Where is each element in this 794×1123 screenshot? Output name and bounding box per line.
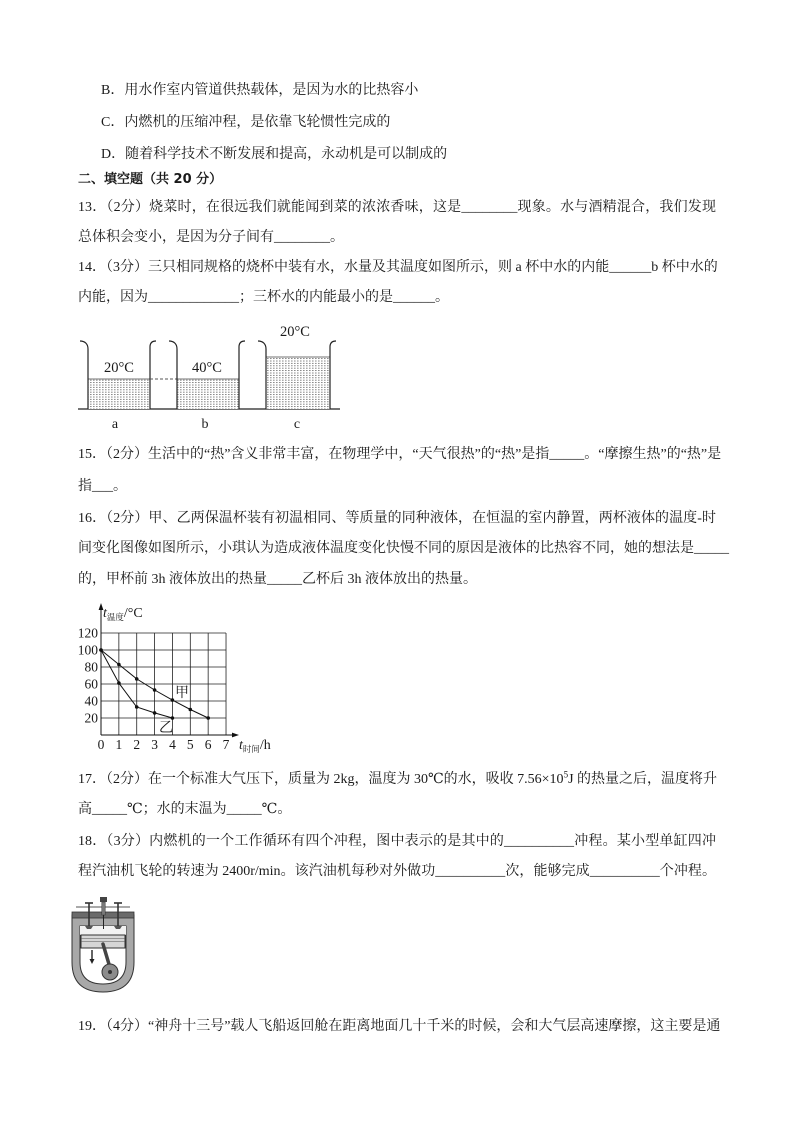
y-axis-title [103,606,143,622]
beaker-c-label: c [293,417,301,432]
beaker-b [169,341,245,432]
data-point [171,698,175,702]
x-axis-subscript: 时间 [242,744,260,754]
x-tick-label: 6 [204,737,212,752]
beaker-figure [70,320,350,435]
y-tick-label: 40 [84,693,98,709]
y-tick-label: 80 [84,659,98,675]
data-point [153,688,157,692]
q19-line-1: 19．（4分）“神舟十三号”载人飞船返回舱在距离地面几十千米的时候，会和大气层高速摩擦，这主要是通 [78,1019,721,1034]
beaker-c-water [266,357,330,409]
q18-line-2: 程汽油机飞轮的转速为 2400r/min。该汽油机每秒对外做功__________次，能够完成__________个冲程。 [78,864,716,879]
q14-line-2: 内能，因为_____________；三杯水的内能最小的是______。 [78,290,449,305]
q13-line-1: 13．（2分）烧菜时，在很远我们就能闻到菜的浓浓香味，这是________现象。水与酒精混合，我们发现 [78,200,716,215]
x-tick-label: 1 [115,737,123,752]
q16-line-3: 的，甲杯前 3h 液体放出的热量_____乙杯后 3h 液体放出的热量。 [78,572,477,587]
data-point [153,711,157,715]
q14-line-1: 14．（3分）三只相同规格的烧杯中装有水，水量及其温度如图所示，则 a 杯中水的内能______b 杯中水的 [78,260,718,275]
data-point [135,677,139,681]
data-point [117,663,121,667]
x-tick-label: 3 [151,737,158,752]
y-tick-label: 60 [84,676,98,692]
x-tick-label: 7 [222,737,230,752]
temperature-time-chart [70,600,285,756]
crankshaft-pin [108,970,112,974]
y-tick-label: 120 [77,625,98,641]
q18-line-1: 18．（3分）内燃机的一个工作循环有四个冲程，图中表示的是其中的__________冲程。某小型单缸四冲 [78,834,716,849]
beaker-b-label: b [201,417,209,432]
choice-option-d: D．随着科学技术不断发展和提高，永动机是可以制成的 [101,147,448,162]
x-tick-label: 5 [186,737,194,752]
x-tick-label: 4 [169,737,176,752]
x-tick-label: 0 [97,737,105,752]
section-title: 二、填空题（共 20 分） [78,172,223,187]
beaker-c-temperature: 20°C [280,324,310,340]
q16-line-2: 间变化图像如图所示，小琪认为造成液体温度变化快慢不同的原因是液体的比热容不同，她的想法是_____ [78,541,729,556]
piston-motion-arrow-icon [90,950,95,964]
q17-line-2: 高_____℃；水的末温为_____℃。 [78,802,292,817]
spark-plug-cap [100,897,107,902]
choice-option-b: B．用水作室内管道供热载体，是因为水的比热容小 [101,83,419,98]
series-label-jia: 甲 [175,686,189,701]
choice-option-c: C．内燃机的压缩冲程，是依靠飞轮惯性完成的 [101,115,391,130]
beaker-b-water [177,379,239,409]
q17-exponent: 5 [563,769,569,780]
data-point [189,708,193,712]
y-axis-subscript: 温度 [106,612,124,622]
y-tick-label: 100 [77,642,98,658]
q17-line-1 [78,770,716,790]
y-axis-symbol: t [103,606,107,621]
beaker-a [80,341,156,432]
x-axis-unit: /h [259,738,271,753]
y-tick-label: 20 [84,710,98,726]
beaker-c [258,324,336,432]
q13-line-2: 总体积会变小，是因为分子间有________。 [78,230,344,245]
series-label-yi: 乙 [159,721,173,736]
beaker-a-label: a [111,417,119,432]
data-point [99,648,103,652]
beaker-a-water [88,379,150,409]
x-axis-arrow-icon [232,733,239,738]
data-point [171,716,175,720]
arrow-head [90,959,95,964]
data-point [135,705,139,709]
spark-plug-body [102,902,105,915]
data-point [206,716,210,720]
x-axis-title [239,738,271,754]
data-point [117,681,121,685]
y-axis-unit: /°C [123,606,143,621]
q15-line-2: 指___。 [78,479,127,494]
q17-line-1-text-end: J 的热量之后，温度将升 [568,772,718,787]
engine-diagram [66,893,142,997]
beaker-a-temperature: 20°C [104,360,134,376]
x-axis-symbol: t [239,738,243,753]
q16-line-1: 16．（2分）甲、乙两保温杯装有初温相同、等质量的同种液体，在恒温的室内静置，两杯液体的温度-时 [78,511,716,526]
beaker-b-temperature: 40°C [192,360,222,376]
q17-line-1-text: 17．（2分）在一个标准大气压下，质量为 2kg，温度为 30℃的水，吸收 7.56×10 [78,772,564,787]
q15-line-1: 15．（2分）生活中的“热”含义非常丰富，在物理学中，“天气很热”的“热”是指_____。“摩擦生热”的“热”是 [78,447,722,462]
x-tick-label: 2 [133,737,141,752]
